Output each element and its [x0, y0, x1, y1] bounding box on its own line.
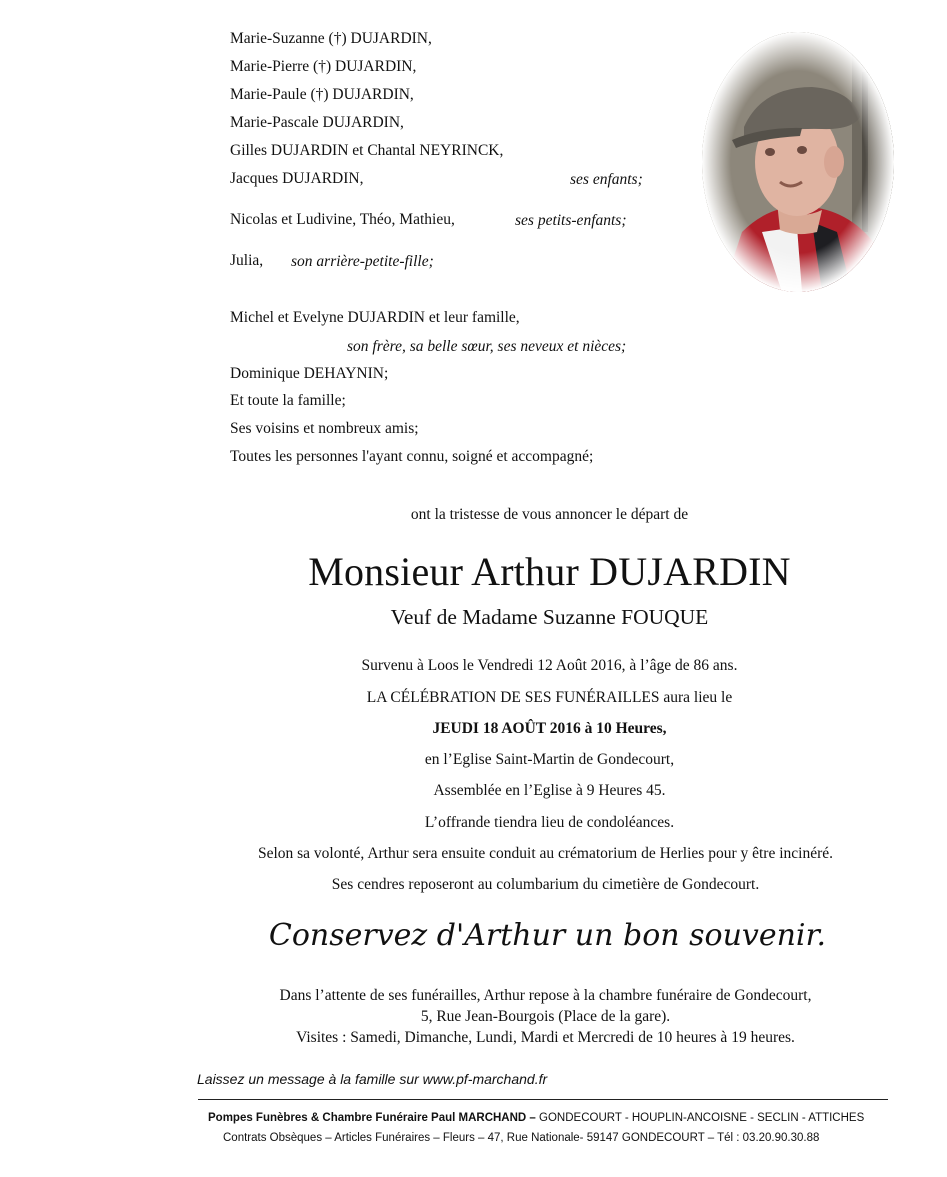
- announcement-text: ont la tristesse de vous annoncer le départ de: [410, 506, 689, 523]
- ashes-line: Ses cendres reposeront au columbarium du cimetière de Gondecourt.: [331, 876, 760, 893]
- visit-line-2: 5, Rue Jean-Bourgois (Place de la gare).: [420, 1008, 671, 1025]
- company-locations: GONDECOURT - HOUPLIN-ANCOISNE - SECLIN - ATTICHES: [535, 1112, 865, 1124]
- offering-line: L’offrande tiendra lieu de condoléances.: [424, 814, 675, 831]
- family-member-4: Marie-Pascale DUJARDIN,: [230, 114, 404, 131]
- family-member-2: Marie-Pierre (†) DUJARDIN,: [230, 58, 417, 75]
- family-member-6: Jacques DUJARDIN,: [230, 170, 364, 187]
- great-grandchild-role: son arrière-petite-fille;: [291, 253, 434, 270]
- cremation-line: Selon sa volonté, Arthur sera ensuite conduit au crématorium de Herlies pour y être incinéré.: [257, 845, 834, 862]
- deceased-name: Monsieur Arthur DUJARDIN: [308, 549, 791, 594]
- great-grandchild-name: Julia,: [230, 252, 264, 269]
- family-line: Et toute la famille;: [230, 392, 346, 409]
- family-member-3: Marie-Paule (†) DUJARDIN,: [230, 86, 414, 103]
- family-member-5: Gilles DUJARDIN et Chantal NEYRINCK,: [230, 142, 504, 159]
- assembly-line: Assemblée en l’Eglise à 9 Heures 45.: [433, 782, 666, 799]
- footer-divider: [198, 1099, 888, 1100]
- message-link[interactable]: Laissez un message à la famille sur www.pf-marchand.fr: [197, 1071, 548, 1087]
- brother-role: son frère, sa belle sœur, ses neveux et nièces;: [347, 338, 627, 355]
- neighbors-line: Ses voisins et nombreux amis;: [230, 420, 419, 437]
- funeral-date: JEUDI 18 AOÛT 2016 à 10 Heures,: [432, 720, 667, 737]
- dominique-line: Dominique DEHAYNIN;: [230, 365, 389, 382]
- portrait-photo: [702, 32, 894, 292]
- celebration-line: LA CÉLÉBRATION DE SES FUNÉRAILLES aura lieu le: [366, 689, 733, 706]
- people-line: Toutes les personnes l'ayant connu, soigné et accompagné;: [230, 448, 594, 465]
- visit-line-3: Visites : Samedi, Dimanche, Lundi, Mardi et Mercredi de 10 heures à 19 heures.: [296, 1029, 795, 1046]
- family-member-1: Marie-Suzanne (†) DUJARDIN,: [230, 30, 432, 47]
- visit-line-1: Dans l’attente de ses funérailles, Arthur repose à la chambre funéraire de Gondecourt,: [279, 987, 812, 1004]
- survenu-line: Survenu à Loos le Vendredi 12 Août 2016, à l’âge de 86 ans.: [361, 657, 738, 674]
- company-name: Pompes Funèbres & Chambre Funéraire Paul MARCHAND –: [208, 1112, 536, 1124]
- footer-contracts: Contrats Obsèques – Articles Funéraires – Fleurs – 47, Rue Nationale- 59147 GONDECOURT – Tél : 03.20.90.30.88: [223, 1132, 820, 1144]
- grandchildren-role: ses petits-enfants;: [515, 212, 627, 229]
- brother-line: Michel et Evelyne DUJARDIN et leur famille,: [230, 309, 520, 326]
- church-line: en l’Eglise Saint-Martin de Gondecourt,: [424, 751, 675, 768]
- widower-line: Veuf de Madame Suzanne FOUQUE: [390, 605, 709, 629]
- children-role: ses enfants;: [570, 171, 643, 188]
- grandchildren-names: Nicolas et Ludivine, Théo, Mathieu,: [230, 211, 455, 228]
- footer-company: [208, 1112, 864, 1124]
- souvenir-line: Conservez d'Arthur un bon souvenir.: [268, 918, 827, 953]
